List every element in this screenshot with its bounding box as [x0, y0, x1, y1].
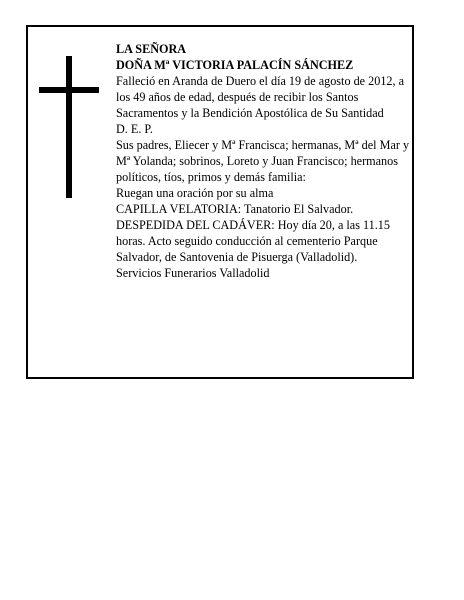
prayer-request: Ruegan una oración por su alma: [116, 186, 274, 200]
funeral-services: Servicios Funerarios Valladolid: [116, 266, 270, 280]
cross-vertical-bar: [66, 56, 72, 198]
chapel-info: CAPILLA VELATORIA: Tanatorio El Salvador.: [116, 202, 354, 216]
death-details: Falleció en Aranda de Duero el día 19 de agosto de 2012, a los 49 años de edad, después de recibir los Santos Sacramentos y la Bendición Apostólica de Su Santidad: [116, 74, 405, 120]
notice-text: [116, 41, 410, 281]
obituary-notice: [26, 25, 414, 379]
notice-title: LA SEÑORA: [116, 42, 187, 56]
farewell-info: DESPEDIDA DEL CADÁVER: Hoy día 20, a las 11.15 horas. Acto seguido conducción al cementerio Parque Salvador, de Santovenia de Pisuerga (Valladolid).: [116, 218, 390, 264]
family-list: Sus padres, Eliecer y Mª Francisca; hermanas, Mª del Mar y Mª Yolanda; sobrinos, Loreto y Juan Francisco; hermanos políticos, tíos, primos y demás familia:: [116, 138, 410, 184]
cross-horizontal-bar: [39, 87, 99, 93]
deceased-name: DOÑA Mª VICTORIA PALACÍN SÁNCHEZ: [116, 58, 354, 72]
dep-line: D. E. P.: [116, 122, 153, 136]
latin-cross-icon: [39, 56, 99, 198]
